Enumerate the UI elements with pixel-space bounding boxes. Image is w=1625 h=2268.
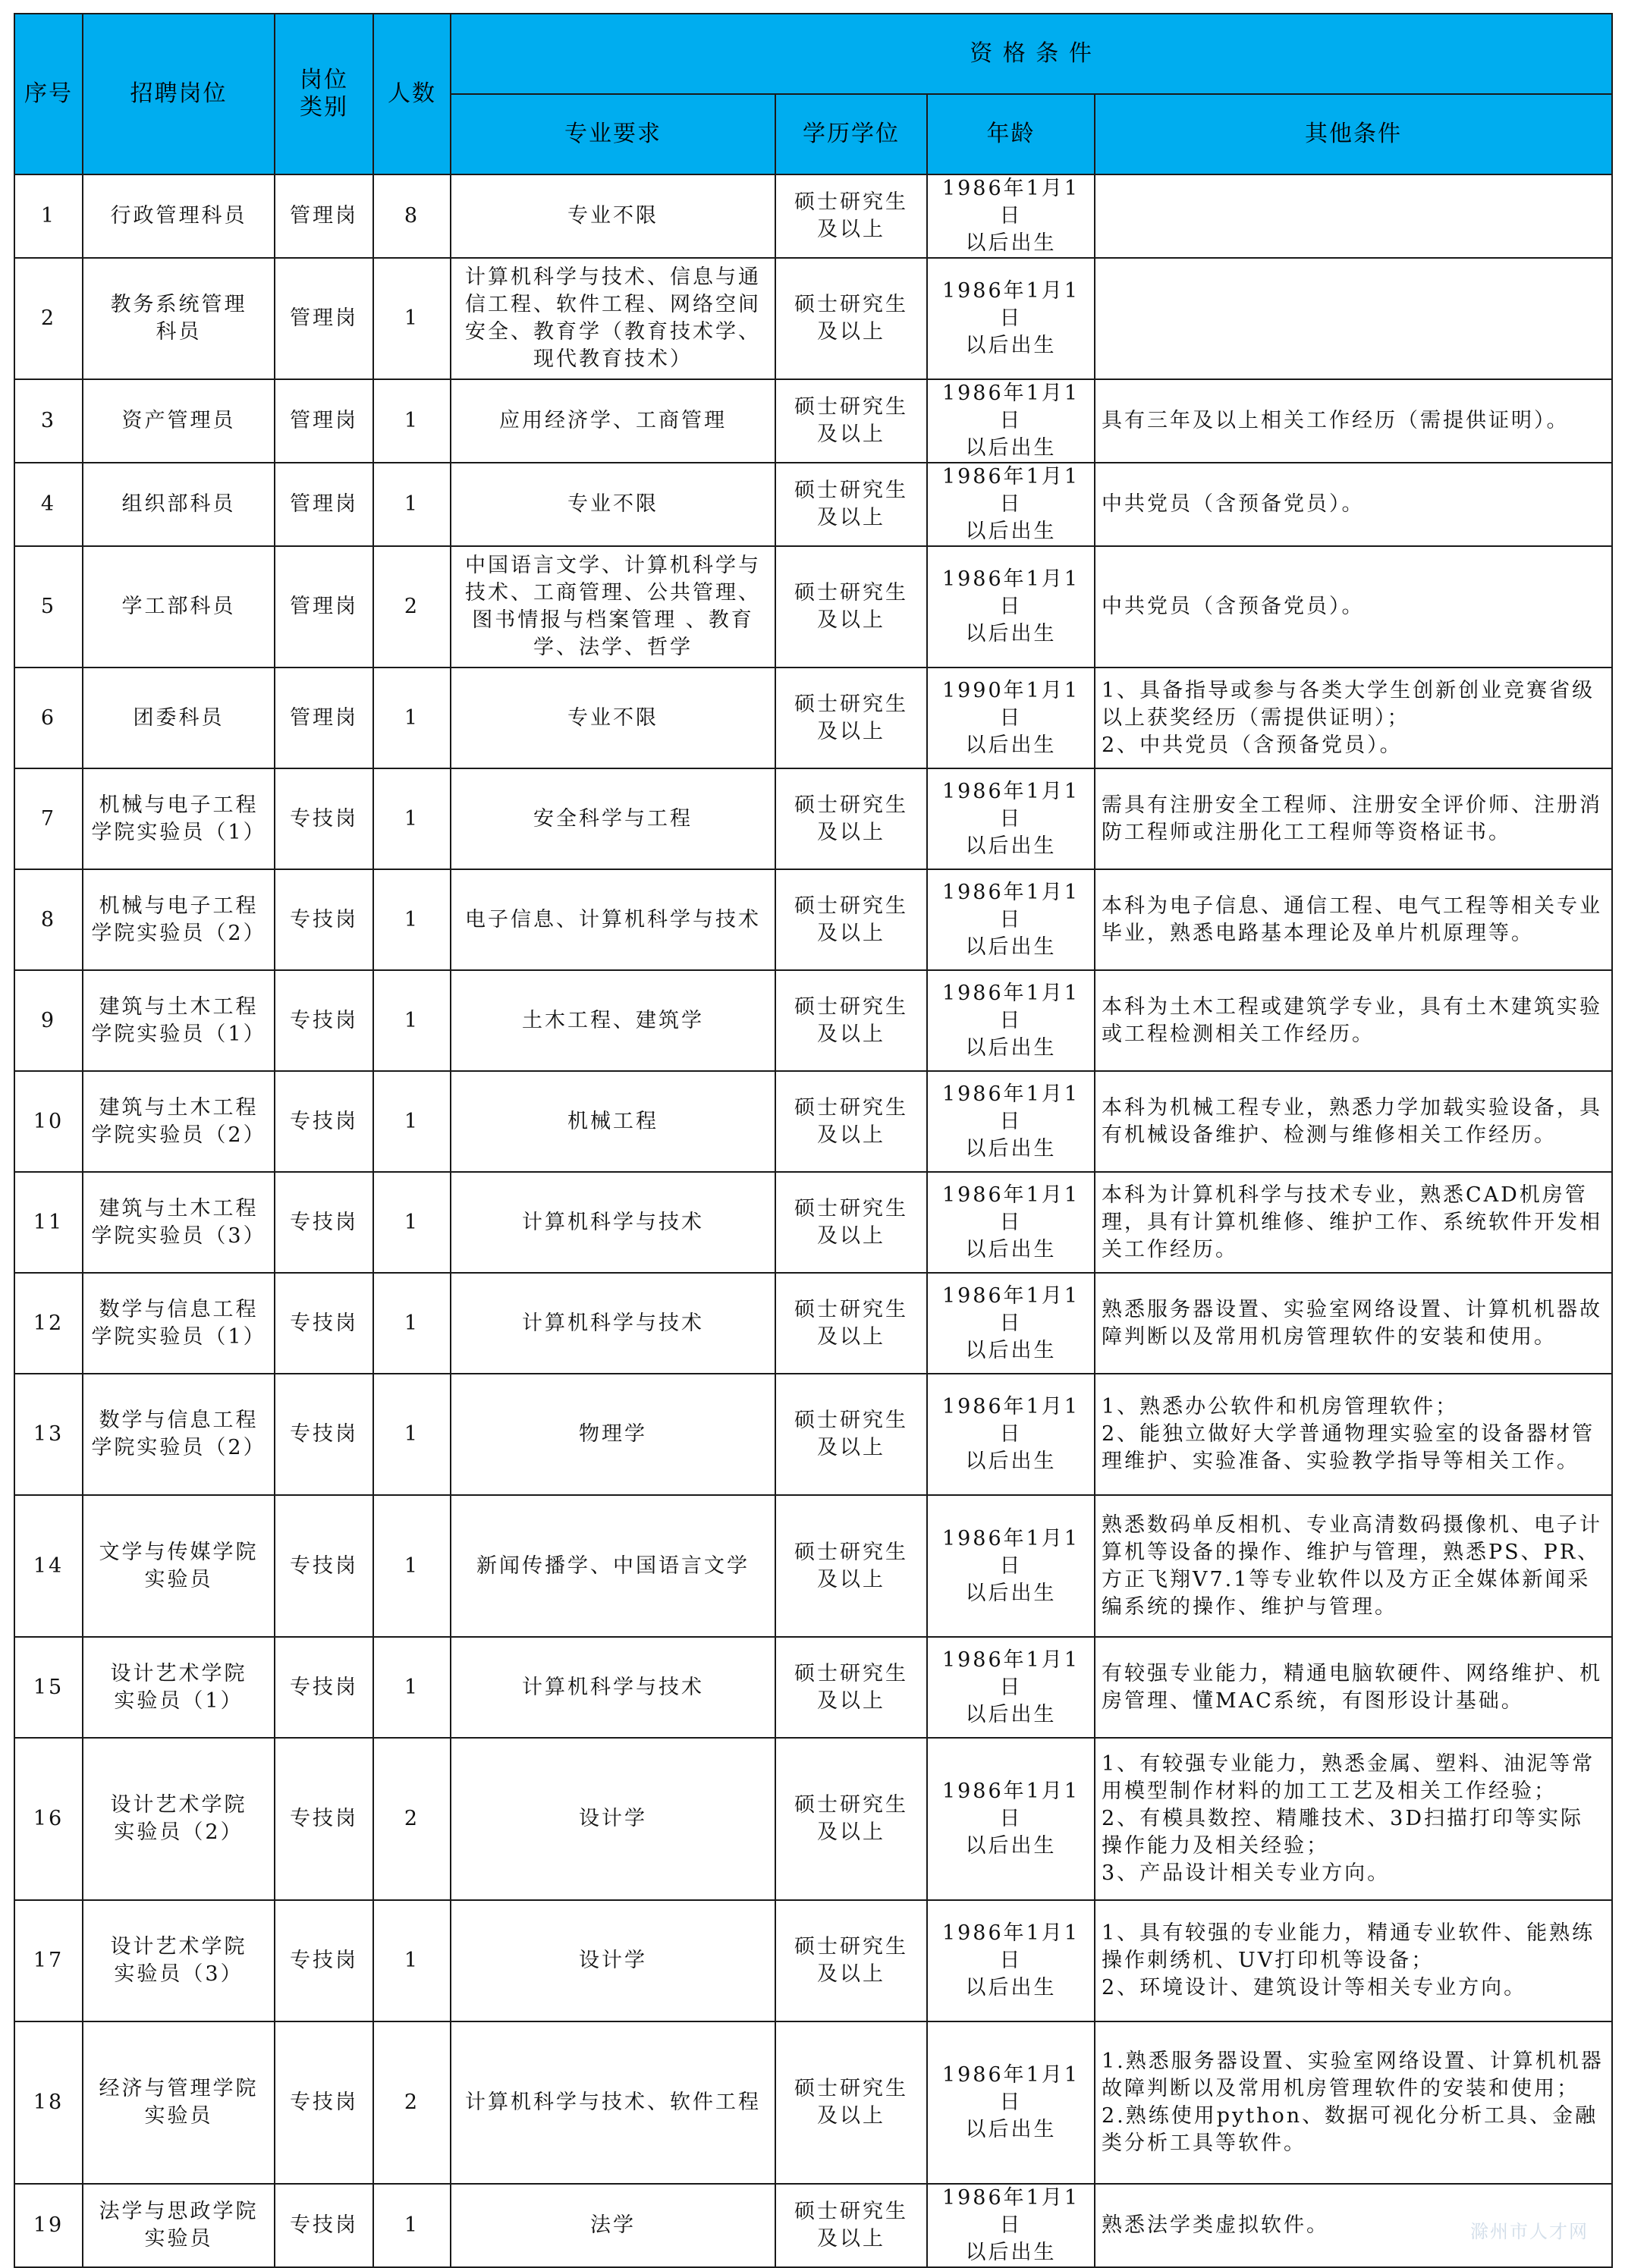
row-position: 机械与电子工程 学院实验员（2） xyxy=(83,869,275,970)
row-category: 专技岗 xyxy=(275,1495,373,1637)
row-major: 电子信息、计算机科学与技术 xyxy=(451,869,775,970)
header-count: 人数 xyxy=(373,14,451,174)
row-position: 设计艺术学院 实验员（1） xyxy=(83,1637,275,1738)
row-no: 1 xyxy=(14,174,83,258)
header-degree: 学历学位 xyxy=(775,94,927,174)
row-other: 本科为计算机科学与技术专业，熟悉CAD机房管理，具有计算机维修、维护工作、系统软件开发相关工作经历。 xyxy=(1095,1172,1612,1273)
row-position: 学工部科员 xyxy=(83,546,275,668)
row-category: 管理岗 xyxy=(275,379,373,463)
table-row xyxy=(14,174,1612,258)
row-age: 1986年1月1日 以后出生 xyxy=(927,379,1095,463)
table-row xyxy=(14,1738,1612,1900)
header-major: 专业要求 xyxy=(451,94,775,174)
row-other: 1、具有较强的专业能力，精通专业软件、能熟练操作刺绣机、UV打印机等设备； 2、环境设计、建筑设计等相关专业方向。 xyxy=(1095,1900,1612,2021)
row-count: 1 xyxy=(373,1273,451,1374)
row-count: 1 xyxy=(373,768,451,869)
header-qualifications: 资 格 条 件 xyxy=(451,14,1612,94)
row-age: 1986年1月1日 以后出生 xyxy=(927,1071,1095,1172)
row-major: 计算机科学与技术、软件工程 xyxy=(451,2021,775,2184)
row-degree: 硕士研究生 及以上 xyxy=(775,463,927,546)
table-row xyxy=(14,2021,1612,2184)
row-other: 需具有注册安全工程师、注册安全评价师、注册消防工程师或注册化工工程师等资格证书。 xyxy=(1095,768,1612,869)
row-category: 管理岗 xyxy=(275,174,373,258)
table-row xyxy=(14,1374,1612,1495)
row-age: 1986年1月1日 以后出生 xyxy=(927,1495,1095,1637)
row-age: 1986年1月1日 以后出生 xyxy=(927,463,1095,546)
row-degree: 硕士研究生 及以上 xyxy=(775,869,927,970)
header-no: 序号 xyxy=(14,14,83,174)
header-category: 岗位 类别 xyxy=(275,14,373,174)
row-no: 8 xyxy=(14,869,83,970)
table-row xyxy=(14,768,1612,869)
row-major: 专业不限 xyxy=(451,668,775,768)
row-category: 专技岗 xyxy=(275,1273,373,1374)
row-other: 熟悉数码单反相机、专业高清数码摄像机、电子计算机等设备的操作、维护与管理，熟悉PS、PR、方正飞翔V7.1等专业软件以及方正全媒体新闻采编系统的操作、维护与管理。 xyxy=(1095,1495,1612,1637)
row-major: 土木工程、建筑学 xyxy=(451,970,775,1071)
row-count: 8 xyxy=(373,174,451,258)
row-age: 1986年1月1日 以后出生 xyxy=(927,1900,1095,2021)
row-category: 专技岗 xyxy=(275,2184,373,2267)
row-major: 计算机科学与技术 xyxy=(451,1273,775,1374)
table-row xyxy=(14,2184,1612,2267)
row-count: 1 xyxy=(373,379,451,463)
row-count: 1 xyxy=(373,463,451,546)
row-no: 5 xyxy=(14,546,83,668)
row-degree: 硕士研究生 及以上 xyxy=(775,1071,927,1172)
row-category: 专技岗 xyxy=(275,1637,373,1738)
row-degree: 硕士研究生 及以上 xyxy=(775,174,927,258)
row-category: 专技岗 xyxy=(275,2021,373,2184)
row-age: 1986年1月1日 以后出生 xyxy=(927,1172,1095,1273)
row-major: 安全科学与工程 xyxy=(451,768,775,869)
table-row xyxy=(14,1273,1612,1374)
row-position: 经济与管理学院 实验员 xyxy=(83,2021,275,2184)
row-other: 1、具备指导或参与各类大学生创新创业竞赛省级以上获奖经历（需提供证明）； 2、中共党员（含预备党员）。 xyxy=(1095,668,1612,768)
row-major: 计算机科学与技术 xyxy=(451,1637,775,1738)
row-count: 1 xyxy=(373,1071,451,1172)
header-other: 其他条件 xyxy=(1095,94,1612,174)
recruitment-table xyxy=(14,13,1613,2268)
row-category: 专技岗 xyxy=(275,1738,373,1900)
row-degree: 硕士研究生 及以上 xyxy=(775,1273,927,1374)
table-row xyxy=(14,1637,1612,1738)
row-position: 组织部科员 xyxy=(83,463,275,546)
row-age: 1986年1月1日 以后出生 xyxy=(927,2021,1095,2184)
row-count: 1 xyxy=(373,1900,451,2021)
watermark: 滁州市人才网 xyxy=(1470,2221,1589,2242)
table-row xyxy=(14,1071,1612,1172)
row-other xyxy=(1095,258,1612,379)
row-major: 设计学 xyxy=(451,1738,775,1900)
row-other: 1.熟悉服务器设置、实验室网络设置、计算机机器故障判断以及常用机房管理软件的安装和使用； 2.熟练使用python、数据可视化分析工具、金融类分析工具等软件。 xyxy=(1095,2021,1612,2184)
row-other: 本科为机械工程专业，熟悉力学加载实验设备，具有机械设备维护、检测与维修相关工作经历。 xyxy=(1095,1071,1612,1172)
row-degree: 硕士研究生 及以上 xyxy=(775,1637,927,1738)
row-no: 2 xyxy=(14,258,83,379)
row-other: 具有三年及以上相关工作经历（需提供证明）。 xyxy=(1095,379,1612,463)
row-count: 2 xyxy=(373,1738,451,1900)
row-position: 机械与电子工程 学院实验员（1） xyxy=(83,768,275,869)
row-category: 专技岗 xyxy=(275,1900,373,2021)
row-degree: 硕士研究生 及以上 xyxy=(775,1374,927,1495)
row-age: 1986年1月1日 以后出生 xyxy=(927,546,1095,668)
row-position: 建筑与土木工程 学院实验员（3） xyxy=(83,1172,275,1273)
row-no: 9 xyxy=(14,970,83,1071)
row-position: 建筑与土木工程 学院实验员（2） xyxy=(83,1071,275,1172)
row-major: 中国语言文学、计算机科学与技术、工商管理、公共管理、图书情报与档案管理 、教育学、法学、哲学 xyxy=(451,546,775,668)
row-age: 1986年1月1日 以后出生 xyxy=(927,1374,1095,1495)
row-other xyxy=(1095,174,1612,258)
row-degree: 硕士研究生 及以上 xyxy=(775,2021,927,2184)
table-row xyxy=(14,546,1612,668)
row-category: 管理岗 xyxy=(275,668,373,768)
row-other: 中共党员（含预备党员）。 xyxy=(1095,546,1612,668)
table-row xyxy=(14,1900,1612,2021)
row-count: 1 xyxy=(373,1172,451,1273)
row-no: 7 xyxy=(14,768,83,869)
row-no: 11 xyxy=(14,1172,83,1273)
row-age: 1990年1月1日 以后出生 xyxy=(927,668,1095,768)
row-category: 专技岗 xyxy=(275,970,373,1071)
row-age: 1986年1月1日 以后出生 xyxy=(927,1637,1095,1738)
row-major: 计算机科学与技术 xyxy=(451,1172,775,1273)
row-no: 4 xyxy=(14,463,83,546)
row-other: 中共党员（含预备党员）。 xyxy=(1095,463,1612,546)
row-position: 团委科员 xyxy=(83,668,275,768)
row-position: 教务系统管理 科员 xyxy=(83,258,275,379)
row-count: 1 xyxy=(373,668,451,768)
row-count: 1 xyxy=(373,1637,451,1738)
row-major: 计算机科学与技术、信息与通信工程、软件工程、网络空间安全、教育学（教育技术学、现代教育技术） xyxy=(451,258,775,379)
row-position: 行政管理科员 xyxy=(83,174,275,258)
table-row xyxy=(14,258,1612,379)
row-category: 专技岗 xyxy=(275,869,373,970)
row-degree: 硕士研究生 及以上 xyxy=(775,258,927,379)
header-age: 年龄 xyxy=(927,94,1095,174)
row-position: 数学与信息工程 学院实验员（2） xyxy=(83,1374,275,1495)
row-other: 本科为电子信息、通信工程、电气工程等相关专业毕业，熟悉电路基本理论及单片机原理等。 xyxy=(1095,869,1612,970)
row-category: 管理岗 xyxy=(275,546,373,668)
row-age: 1986年1月1日 以后出生 xyxy=(927,1738,1095,1900)
row-no: 16 xyxy=(14,1738,83,1900)
row-no: 14 xyxy=(14,1495,83,1637)
row-degree: 硕士研究生 及以上 xyxy=(775,546,927,668)
row-degree: 硕士研究生 及以上 xyxy=(775,2184,927,2267)
row-age: 1986年1月1日 以后出生 xyxy=(927,970,1095,1071)
row-major: 专业不限 xyxy=(451,463,775,546)
row-category: 专技岗 xyxy=(275,1071,373,1172)
row-no: 12 xyxy=(14,1273,83,1374)
row-category: 管理岗 xyxy=(275,463,373,546)
row-count: 1 xyxy=(373,1374,451,1495)
table-row xyxy=(14,668,1612,768)
table-row xyxy=(14,463,1612,546)
table-row xyxy=(14,379,1612,463)
row-count: 1 xyxy=(373,970,451,1071)
row-count: 2 xyxy=(373,546,451,668)
row-major: 应用经济学、工商管理 xyxy=(451,379,775,463)
row-degree: 硕士研究生 及以上 xyxy=(775,1495,927,1637)
row-age: 1986年1月1日 以后出生 xyxy=(927,1273,1095,1374)
row-position: 文学与传媒学院 实验员 xyxy=(83,1495,275,1637)
row-count: 1 xyxy=(373,258,451,379)
table-row xyxy=(14,970,1612,1071)
row-count: 1 xyxy=(373,1495,451,1637)
row-other: 1、有较强专业能力，熟悉金属、塑料、油泥等常用模型制作材料的加工工艺及相关工作经验； 2、有模具数控、精雕技术、3D扫描打印等实际操作能力及相关经验； 3、产品设计相关专业方向。 xyxy=(1095,1738,1612,1900)
row-position: 建筑与土木工程 学院实验员（1） xyxy=(83,970,275,1071)
row-category: 专技岗 xyxy=(275,1172,373,1273)
header-position: 招聘岗位 xyxy=(83,14,275,174)
row-major: 机械工程 xyxy=(451,1071,775,1172)
row-major: 设计学 xyxy=(451,1900,775,2021)
row-position: 设计艺术学院 实验员（3） xyxy=(83,1900,275,2021)
table-row xyxy=(14,1172,1612,1273)
row-category: 管理岗 xyxy=(275,258,373,379)
table-row xyxy=(14,869,1612,970)
row-degree: 硕士研究生 及以上 xyxy=(775,379,927,463)
row-other: 本科为土木工程或建筑学专业，具有土木建筑实验或工程检测相关工作经历。 xyxy=(1095,970,1612,1071)
row-degree: 硕士研究生 及以上 xyxy=(775,1172,927,1273)
row-position: 资产管理员 xyxy=(83,379,275,463)
row-count: 1 xyxy=(373,2184,451,2267)
row-category: 专技岗 xyxy=(275,768,373,869)
row-count: 2 xyxy=(373,2021,451,2184)
row-no: 13 xyxy=(14,1374,83,1495)
row-age: 1986年1月1日 以后出生 xyxy=(927,174,1095,258)
row-degree: 硕士研究生 及以上 xyxy=(775,970,927,1071)
row-no: 3 xyxy=(14,379,83,463)
row-position: 法学与思政学院 实验员 xyxy=(83,2184,275,2267)
table-body xyxy=(14,174,1612,2267)
row-age: 1986年1月1日 以后出生 xyxy=(927,2184,1095,2267)
row-age: 1986年1月1日 以后出生 xyxy=(927,258,1095,379)
row-degree: 硕士研究生 及以上 xyxy=(775,1900,927,2021)
row-no: 10 xyxy=(14,1071,83,1172)
row-no: 15 xyxy=(14,1637,83,1738)
row-no: 17 xyxy=(14,1900,83,2021)
row-other: 熟悉法学类虚拟软件。 xyxy=(1095,2184,1612,2267)
row-age: 1986年1月1日 以后出生 xyxy=(927,869,1095,970)
row-no: 18 xyxy=(14,2021,83,2184)
row-no: 6 xyxy=(14,668,83,768)
row-major: 法学 xyxy=(451,2184,775,2267)
row-other: 1、熟悉办公软件和机房管理软件； 2、能独立做好大学普通物理实验室的设备器材管理维护、实验准备、实验教学指导等相关工作。 xyxy=(1095,1374,1612,1495)
table-row xyxy=(14,1495,1612,1637)
row-degree: 硕士研究生 及以上 xyxy=(775,668,927,768)
row-category: 专技岗 xyxy=(275,1374,373,1495)
row-major: 物理学 xyxy=(451,1374,775,1495)
row-major: 新闻传播学、中国语言文学 xyxy=(451,1495,775,1637)
row-count: 1 xyxy=(373,869,451,970)
row-position: 数学与信息工程 学院实验员（1） xyxy=(83,1273,275,1374)
table-header xyxy=(14,14,1612,174)
row-major: 专业不限 xyxy=(451,174,775,258)
row-position: 设计艺术学院 实验员（2） xyxy=(83,1738,275,1900)
row-age: 1986年1月1日 以后出生 xyxy=(927,768,1095,869)
row-other: 有较强专业能力，精通电脑软硬件、网络维护、机房管理、懂MAC系统，有图形设计基础。 xyxy=(1095,1637,1612,1738)
row-other: 熟悉服务器设置、实验室网络设置、计算机机器故障判断以及常用机房管理软件的安装和使用。 xyxy=(1095,1273,1612,1374)
row-degree: 硕士研究生 及以上 xyxy=(775,1738,927,1900)
row-degree: 硕士研究生 及以上 xyxy=(775,768,927,869)
row-no: 19 xyxy=(14,2184,83,2267)
